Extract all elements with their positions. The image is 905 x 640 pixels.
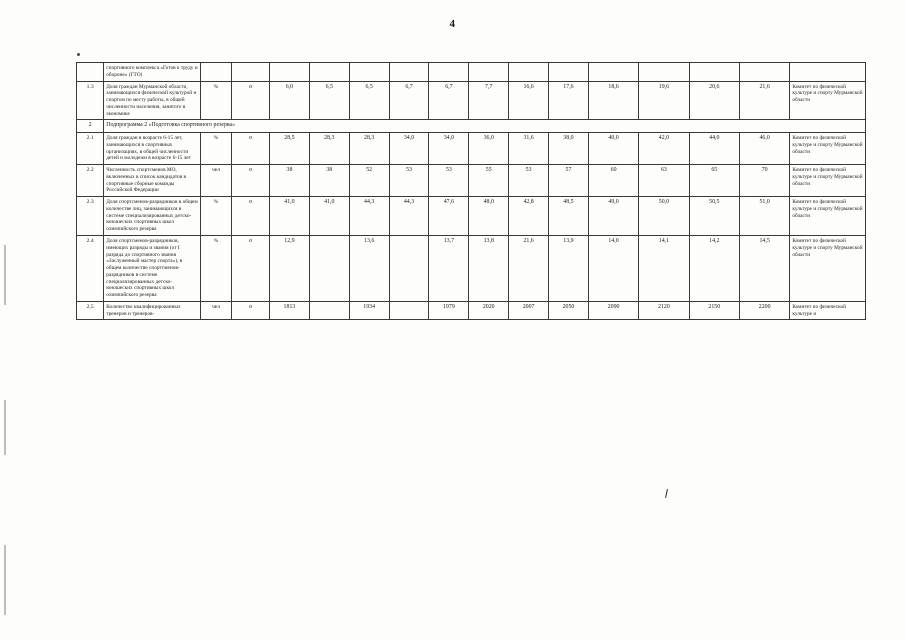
scan-edge-mark [4,545,6,615]
scan-edge-mark [4,400,6,455]
row-unit: чел [200,165,231,197]
row-value: 13,9 [549,235,589,301]
row-value: 18,6 [588,81,638,120]
row-value: 28,3 [309,133,349,165]
row-value: 34,0 [429,133,469,165]
row-value: 44,0 [689,133,739,165]
row-value: 13,8 [469,235,509,301]
row-value: 48,0 [469,197,509,236]
row-code: 2,5 [77,301,104,320]
row-value: 28,5 [270,133,310,165]
row-value: 28,3 [349,133,389,165]
row-value: 13,7 [429,235,469,301]
row-responsible: Комитет по физической культуре и [790,301,866,320]
row-value: о [232,133,270,165]
row-value: 65 [689,165,739,197]
row-value: 55 [469,165,509,197]
row-value: 51,0 [739,197,789,236]
row-unit: чел [200,301,231,320]
row-value: о [232,165,270,197]
row-value: 1979 [429,301,469,320]
row-value: о [232,301,270,320]
row-code: 2.1 [77,133,104,165]
row-unit: % [200,197,231,236]
row-value: 38 [309,165,349,197]
table-row [77,63,866,82]
row-value: 21,6 [739,81,789,120]
row-value: 16,6 [509,81,549,120]
row-value: 50,0 [639,197,689,236]
row-value: 7,7 [469,81,509,120]
row-value: 47,6 [429,197,469,236]
row-value: 2050 [549,301,589,320]
table-row [77,81,866,120]
row-value: 20,6 [689,81,739,120]
row-value: 36,0 [469,133,509,165]
row-code: 2.4 [77,235,104,301]
row-value: 53 [509,165,549,197]
row-value: 14,2 [689,235,739,301]
row-value: 53 [389,165,429,197]
row-unit: % [200,235,231,301]
row-value [588,63,638,82]
row-value: 13,6 [349,235,389,301]
row-value: 1813 [270,301,310,320]
row-value: 57 [549,165,589,197]
row-value: 52 [349,165,389,197]
table-row [77,165,866,197]
row-value: 50,5 [689,197,739,236]
row-value: 12,9 [270,235,310,301]
row-responsible: Комитет по физической культуре и спорту Мурманской области [790,81,866,120]
row-unit: % [200,133,231,165]
row-name: Доля спортсменов-разрядников в общем количестве лиц, занимающихся в системе специализированных детско-юношеских спортивных школ олимпийского резерва [104,197,201,236]
row-name: спортивного комплекса «Готов к труду и обороне» (ГТО) [104,63,201,82]
row-value: 34,0 [389,133,429,165]
row-value: 14,0 [588,235,638,301]
row-value: 31,6 [509,133,549,165]
row-value: о [232,235,270,301]
row-value: 6,5 [349,81,389,120]
row-value: 48,5 [549,197,589,236]
row-value: 41,0 [309,197,349,236]
row-value: 6,5 [309,81,349,120]
row-value: 44,3 [389,197,429,236]
table-row [77,235,866,301]
row-name: Количество квалифицированных тренеров и тренеров- [104,301,201,320]
page-number: 4 [449,18,456,30]
row-value: 42,8 [509,197,549,236]
subprogram-code: 2 [77,120,104,133]
row-value: 70 [739,165,789,197]
subprogram-title: Подпрограмма 2 «Подготовка спортивного резерва» [104,120,866,133]
row-value [389,301,429,320]
row-value: 17,6 [549,81,589,120]
table-row [77,197,866,236]
row-name: Численность спортсменов МО, включенных в список кандидатов в спортивные сборные команды Российской Федерации [104,165,201,197]
row-value [232,63,270,82]
row-value: 6,0 [270,81,310,120]
row-responsible: Комитет по физической культуре и спорту Мурманской области [790,165,866,197]
row-value: 38 [270,165,310,197]
row-unit [200,63,231,82]
row-value: 2090 [588,301,638,320]
scan-speck [77,53,80,56]
row-code: 1.3 [77,81,104,120]
row-value [309,235,349,301]
row-code: 2.3 [77,197,104,236]
ink-mark [665,489,668,498]
row-value: 63 [639,165,689,197]
row-value: 46,0 [739,133,789,165]
row-value: 40,0 [588,133,638,165]
row-value: о [232,81,270,120]
row-value: 1934 [349,301,389,320]
row-value: 2120 [639,301,689,320]
row-name: Доля граждан Мурманской области, занимающихся физической культурой и спортом по месту работы, в общей численности населения, занятого в экономике [104,81,201,120]
row-value: 41,0 [270,197,310,236]
row-value [549,63,589,82]
row-value: 49,0 [588,197,638,236]
row-responsible [790,63,866,82]
row-name: Доля граждан в возрасте 6-15 лет, занимающихся в спортивных организациях, в общей численности детей и молодежи в возрасте 6-15 лет [104,133,201,165]
row-value [689,63,739,82]
indicators-table [76,62,866,320]
row-responsible: Комитет по физической культуре и спорту Мурманской области [790,133,866,165]
row-value [739,63,789,82]
row-responsible: Комитет по физической культуре и спорту Мурманской области [790,235,866,301]
row-value: 2020 [469,301,509,320]
row-value: 14,5 [739,235,789,301]
row-value: 38,0 [549,133,589,165]
row-value [309,63,349,82]
row-value: 42,0 [639,133,689,165]
row-value [389,235,429,301]
row-value: 53 [429,165,469,197]
scan-edge-mark [4,245,6,305]
row-value [639,63,689,82]
row-value [469,63,509,82]
row-value [349,63,389,82]
row-value [429,63,469,82]
row-value: 6,7 [429,81,469,120]
table-row [77,133,866,165]
table-row [77,301,866,320]
row-value [509,63,549,82]
row-value: 19,6 [639,81,689,120]
row-responsible: Комитет по физической культуре и спорту Мурманской области [790,197,866,236]
row-unit: % [200,81,231,120]
row-value: 14,1 [639,235,689,301]
row-value [270,63,310,82]
row-value: 44,3 [349,197,389,236]
row-value [309,301,349,320]
row-value: 60 [588,165,638,197]
row-code [77,63,104,82]
row-value: о [232,197,270,236]
row-code: 2.2 [77,165,104,197]
row-value: 2150 [689,301,739,320]
row-value: 2007 [509,301,549,320]
row-value: 21,6 [509,235,549,301]
row-name: Доля спортсменов-разрядников, имеющих разряды и звания (от I разряда до спортивного звания «Заслуженный мастер спорта»), в общем количестве спортсменов-разрядников в системе специализированных детско-юношеских спортивных школ олимпийского резерва [104,235,201,301]
row-value: 2200 [739,301,789,320]
table-row-subprogram [77,120,866,133]
row-value: 6,7 [389,81,429,120]
row-value [389,63,429,82]
